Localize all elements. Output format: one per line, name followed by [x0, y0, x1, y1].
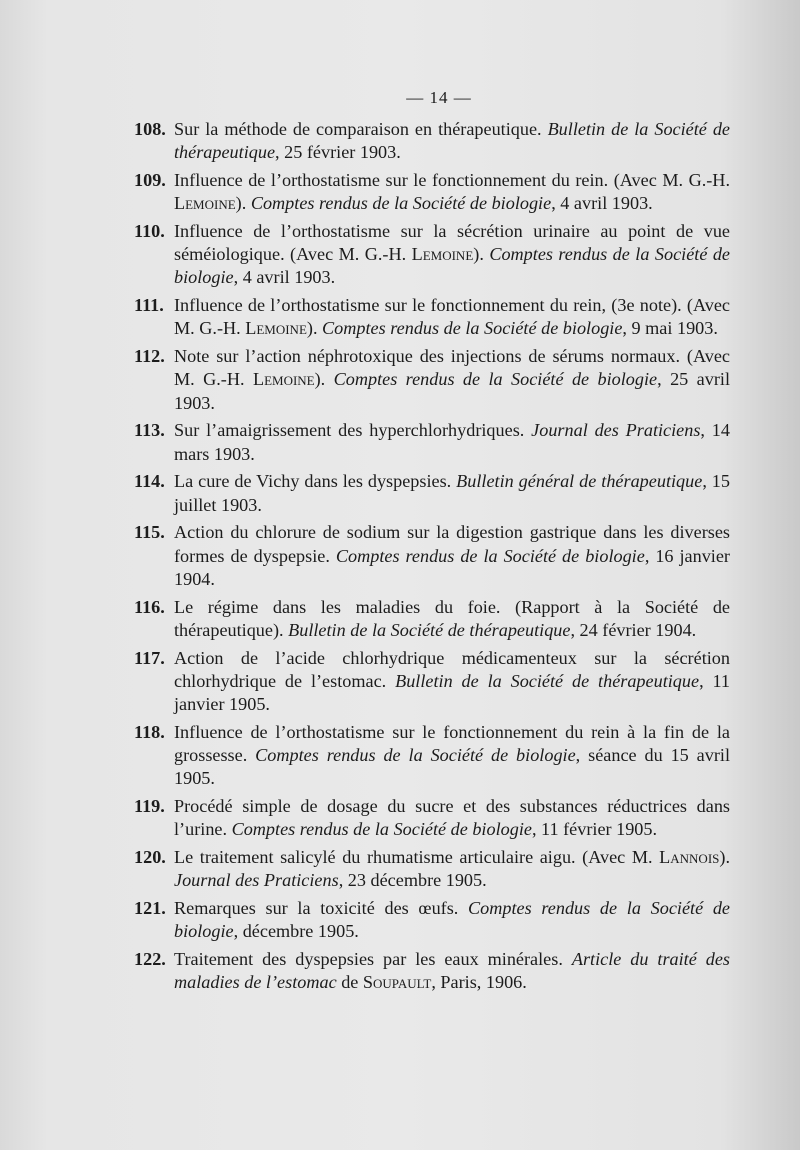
bibliography-entry	[134, 118, 730, 164]
entry-text-segment: Le traitement salicylé du rhumatisme articulaire aigu. (Avec M.	[174, 847, 660, 868]
bibliography-entry	[134, 647, 730, 717]
entry-text-segment: ).	[306, 318, 323, 339]
entry-journal-title: Bulletin de la Société de thérapeutique	[288, 619, 571, 640]
entry-journal-title: Comptes rendus de la Société de biologie	[231, 819, 532, 840]
entry-text-segment: , 25 avril 1903.	[174, 369, 730, 413]
entry-text-segment: , 11 février 1905.	[531, 819, 658, 840]
entry-text-segment: Traitement des dyspepsies par les eaux minérales.	[174, 949, 572, 970]
entry-text-segment: ).	[235, 193, 251, 214]
bibliography-entry	[134, 897, 730, 943]
entry-journal-title: Journal des Praticiens	[531, 420, 701, 441]
entry-text-segment: , 23 décembre 1905.	[338, 870, 487, 891]
entry-journal-title: Bulletin de la Société de thérapeutique	[174, 119, 730, 163]
entry-journal-title: Comptes rendus de la Société de biologie	[174, 898, 731, 942]
entry-number: 109.	[134, 170, 166, 190]
entry-text-segment: ).	[473, 244, 490, 265]
entry-text-segment: Sur l’amaigrissement des hyperchlorhydriques.	[174, 420, 532, 441]
entry-text	[174, 722, 730, 788]
entry-text	[174, 346, 730, 412]
entry-text-segment: , 16 janvier 1904.	[174, 545, 730, 589]
entry-text	[174, 119, 730, 162]
entry-text-segment: de	[336, 972, 363, 993]
entry-text	[174, 898, 730, 941]
entry-number: 110.	[134, 221, 165, 241]
entry-text-segment: , 25 février 1903.	[275, 142, 401, 163]
entry-author-name: Soupault	[362, 972, 432, 993]
entry-journal-title: Comptes rendus de la Société de biologie	[255, 745, 576, 766]
bibliography-entry	[134, 220, 730, 290]
entry-journal-title: Journal des Praticiens	[174, 870, 339, 891]
entry-text-segment: Influence de l’orthostatisme sur le fonctionnement du rein à la fin de la grossesse.	[174, 721, 730, 766]
entry-text-segment: , séance du 15 avril 1905.	[174, 745, 730, 789]
bibliography-entry	[134, 721, 730, 791]
entry-journal-title: Bulletin de la Société de thérapeutique	[395, 670, 700, 691]
entry-text-segment: , 14 mars 1903.	[174, 420, 730, 464]
bibliography-entry	[134, 846, 730, 892]
entry-text	[174, 170, 730, 213]
entry-text-segment: Influence de l’orthostatisme sur le fonctionnement du rein, (3e note). (Avec M. G.-H.	[174, 295, 730, 339]
entry-text-segment: , 15 juillet 1903.	[174, 471, 730, 515]
entry-author-name: Lemoine	[411, 244, 474, 265]
entry-number: 108.	[134, 119, 166, 139]
bibliography-entry	[134, 521, 730, 591]
bibliography-entry	[134, 169, 730, 215]
entry-text	[174, 949, 730, 992]
entry-text-segment: Le régime dans les maladies du foie. (Rapport à la Société de thérapeutique).	[174, 596, 730, 640]
entry-text	[174, 648, 730, 714]
bibliography-entry	[134, 294, 730, 340]
entry-text-segment: , Paris, 1906.	[431, 972, 527, 993]
entry-text-segment: Sur la méthode de comparaison en thérapeutique.	[174, 119, 548, 139]
entry-text-segment: ).	[719, 847, 730, 868]
entry-text-segment: ).	[314, 369, 334, 390]
entry-journal-title: Comptes rendus de la Société de biologie	[174, 244, 730, 288]
entry-author-name: Lannois	[659, 847, 720, 868]
bibliography-entry	[134, 596, 730, 642]
entry-text-segment: , 11 janvier 1905.	[174, 670, 731, 715]
entry-number: 121.	[134, 898, 166, 919]
entry-text	[174, 597, 730, 640]
entry-text	[174, 847, 730, 890]
entry-number: 114.	[134, 471, 165, 492]
entry-text	[174, 522, 730, 588]
entry-journal-title: Comptes rendus de la Société de biologie	[333, 369, 658, 390]
entry-text	[174, 221, 730, 287]
entry-text-segment: Influence de l’orthostatisme sur le fonctionnement du rein. (Avec M. G.-H.	[174, 170, 730, 190]
entry-number: 111.	[134, 295, 164, 316]
bibliography-list	[134, 118, 730, 999]
entry-text-segment: , 4 avril 1903.	[551, 193, 653, 214]
entry-number: 112.	[134, 346, 165, 367]
entry-number: 120.	[134, 847, 166, 868]
entry-number: 118.	[134, 721, 165, 742]
entry-text-segment: , 9 mai 1903.	[622, 318, 718, 339]
page-number: — 14 —	[406, 88, 472, 107]
entry-text-segment: Action de l’acide chlorhydrique médicamenteux sur la sécrétion chlorhydrique de l’estomac.	[174, 647, 730, 691]
entry-text-segment: Action du chlorure de sodium sur la digestion gastrique dans les diverses formes de dyspepsie.	[174, 522, 730, 566]
entry-journal-title: Comptes rendus de la Société de biologie	[250, 193, 552, 214]
entry-text-segment: Procédé simple de dosage du sucre et des substances réductrices dans l’urine.	[174, 796, 730, 840]
bibliography-entry	[134, 795, 730, 841]
entry-author-name: Lemoine	[174, 193, 236, 214]
entry-text-segment: , 24 février 1904.	[570, 619, 697, 640]
entry-journal-title: Article du traité des maladies de l’estomac	[174, 949, 730, 993]
bibliography-entry	[134, 419, 730, 465]
bibliography-entry	[134, 345, 730, 415]
entry-text-segment: , décembre 1905.	[233, 921, 359, 942]
entry-text-segment: Note sur l’action néphrotoxique des injections de sérums normaux. (Avec M. G.-H.	[174, 346, 730, 390]
entry-text	[174, 420, 730, 463]
entry-number: 119.	[134, 796, 165, 817]
entry-text-segment: La cure de Vichy dans les dyspepsies.	[174, 471, 457, 492]
entry-text	[174, 796, 730, 839]
entry-number: 113.	[134, 420, 165, 441]
entry-text-segment: Influence de l’orthostatisme sur la sécrétion urinaire au point de vue séméiologique. (Avec M. G.-H.	[174, 221, 730, 265]
entry-text	[174, 295, 730, 338]
entry-text-segment: Remarques sur la toxicité des œufs.	[174, 898, 469, 919]
entry-number: 116.	[134, 596, 165, 617]
bibliography-entry	[134, 470, 730, 516]
entry-journal-title: Comptes rendus de la Société de biologie	[335, 545, 645, 566]
entry-author-name: Lemoine	[252, 369, 315, 390]
entry-journal-title: Comptes rendus de la Société de biologie	[322, 318, 623, 339]
entry-text-segment: , 4 avril 1903.	[233, 267, 336, 288]
entry-author-name: Lemoine	[245, 318, 307, 339]
entry-text	[174, 471, 730, 514]
entry-journal-title: Bulletin général de thérapeutique	[456, 471, 703, 492]
entry-number: 117.	[134, 647, 165, 668]
entry-number: 115.	[134, 522, 165, 543]
bibliography-entry	[134, 948, 730, 994]
entry-number: 122.	[134, 949, 166, 970]
